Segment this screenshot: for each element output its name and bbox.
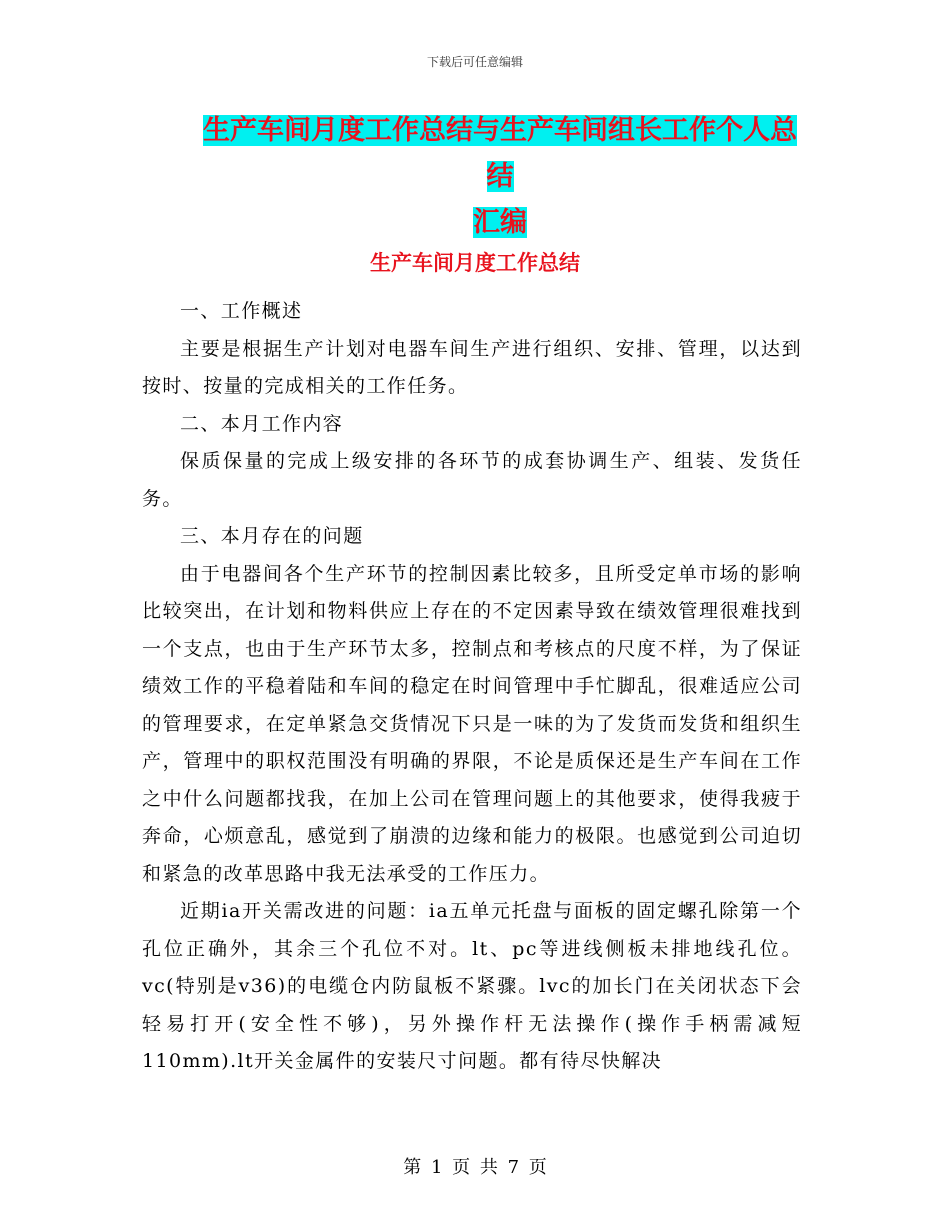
heading-monthly-problems: 三、本月存在的问题 [180, 525, 364, 547]
paragraph-monthly-problems: 由于电器间各个生产环节的控制因素比较多，且所受定单市场的影响比较突出，在计划和物料供应上存在的不定因素导致在绩效管理很难找到一个支点，也由于生产环节太多，控制点和考核点的尺度不样，为了保证绩效工作的平稳着陆和车间的稳定在时间管理中手忙脚乱，很难适应公司的管理要求，在定单紧急交货情况下只是一味的为了发货而发货和组织生产，管理中的职权范围没有明确的界限，不论是质保还是生产车间在工作之中什么问题都找我，在加上公司在管理问题上的其他要求，使得我疲于奔命，心烦意乱，感觉到了崩溃的边缘和能力的极限。也感觉到公司迫切和紧急的改革思路中我无法承受的工作压力。 [142, 562, 802, 885]
page-header: 下载后可任意编辑 [426, 55, 523, 69]
document-title [195, 108, 805, 246]
heading-work-overview: 一、工作概述 [180, 300, 303, 322]
title-line-1: 生产车间月度工作总结与生产车间组长工作个人总结 [203, 115, 797, 192]
page-footer: 第 1 页 共 7 页 [403, 1157, 547, 1178]
heading-monthly-content: 二、本月工作内容 [180, 412, 344, 435]
document-body [142, 293, 802, 1081]
paragraph-improvement-issues: 近期ia开关需改进的问题：ia五单元托盘与面板的固定螺孔除第一个孔位正确外，其余三个孔位不对。lt、pc等进线侧板未排地线孔位。vc(特别是v36)的电缆仓内防鼠板不紧骤。lvc的加长门在关闭状态下会轻易打开(安全性不够)，另外操作杆无法操作(操作手柄需减短110mm).lt开关金属件的安装尺寸问题。都有待尽快解决 [142, 900, 802, 1072]
section-title: 生产车间月度工作总结 [370, 251, 580, 275]
paragraph-work-overview: 主要是根据生产计划对电器车间生产进行组织、安排、管理，以达到按时、按量的完成相关的工作任务。 [142, 337, 802, 397]
title-line-2: 汇编 [473, 207, 527, 238]
paragraph-monthly-content: 保质保量的完成上级安排的各环节的成套协调生产、组装、发货任务。 [142, 450, 802, 510]
